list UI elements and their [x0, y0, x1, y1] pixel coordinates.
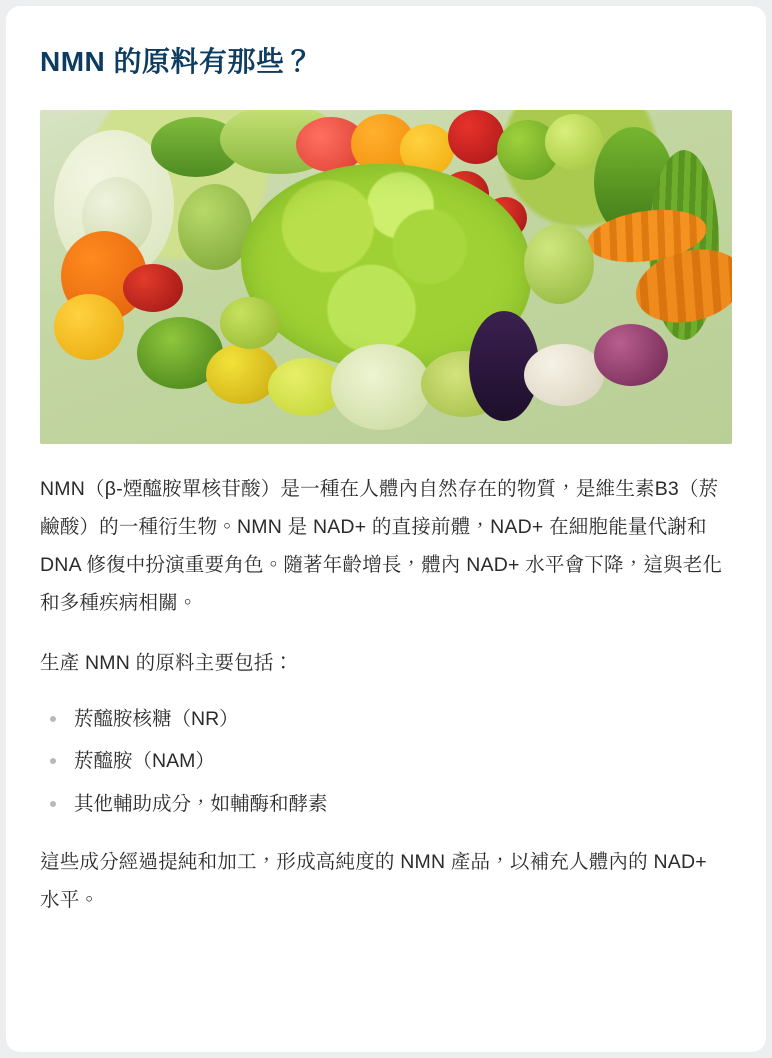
list-item-label: 其他輔助成分，如輔酶和酵素: [74, 792, 328, 815]
intro-paragraph: NMN（β-煙醯胺單核苷酸）是一種在人體內自然存在的物質，是維生素B3（菸鹼酸）的一種衍生物。NMN 是 NAD+ 的直接前體，NAD+ 在細胞能量代謝和 DNA 修復中扮演重要角色。隨著年齡增長，體內 NAD+ 水平會下降，這與老化和多種疾病相關。: [40, 478, 723, 615]
article-card: [6, 6, 766, 1052]
list-item: [46, 742, 732, 780]
bullet-icon: [50, 801, 56, 807]
melon-shape: [331, 344, 431, 430]
cucumber-shape: [220, 297, 280, 349]
closing-paragraph: 這些成分經過提純和加工，形成高純度的 NMN 產品，以補充人體內的 NAD+ 水平。: [40, 850, 707, 911]
chili-pepper-shape: [123, 264, 183, 312]
bullet-icon: [50, 758, 56, 764]
list-lead-paragraph: 生產 NMN 的原料主要包括：: [40, 652, 294, 675]
yellow-pepper-shape: [54, 294, 124, 360]
bullet-icon: [50, 716, 56, 722]
ingredient-list: [40, 700, 732, 822]
hero-figure: [40, 110, 732, 444]
list-item: [46, 700, 732, 738]
red-onion-shape: [594, 324, 668, 386]
yellow-squash-shape: [206, 344, 278, 404]
list-item-label: 菸醯胺（NAM）: [74, 750, 215, 773]
list-item-label: 菸醯胺核糖（NR）: [74, 708, 239, 731]
pear-shape: [545, 114, 603, 170]
vegetables-photo: [40, 110, 732, 444]
page-title: NMN 的原料有那些？: [40, 46, 314, 77]
green-cabbage-shape: [524, 224, 594, 304]
list-item: [46, 785, 732, 823]
